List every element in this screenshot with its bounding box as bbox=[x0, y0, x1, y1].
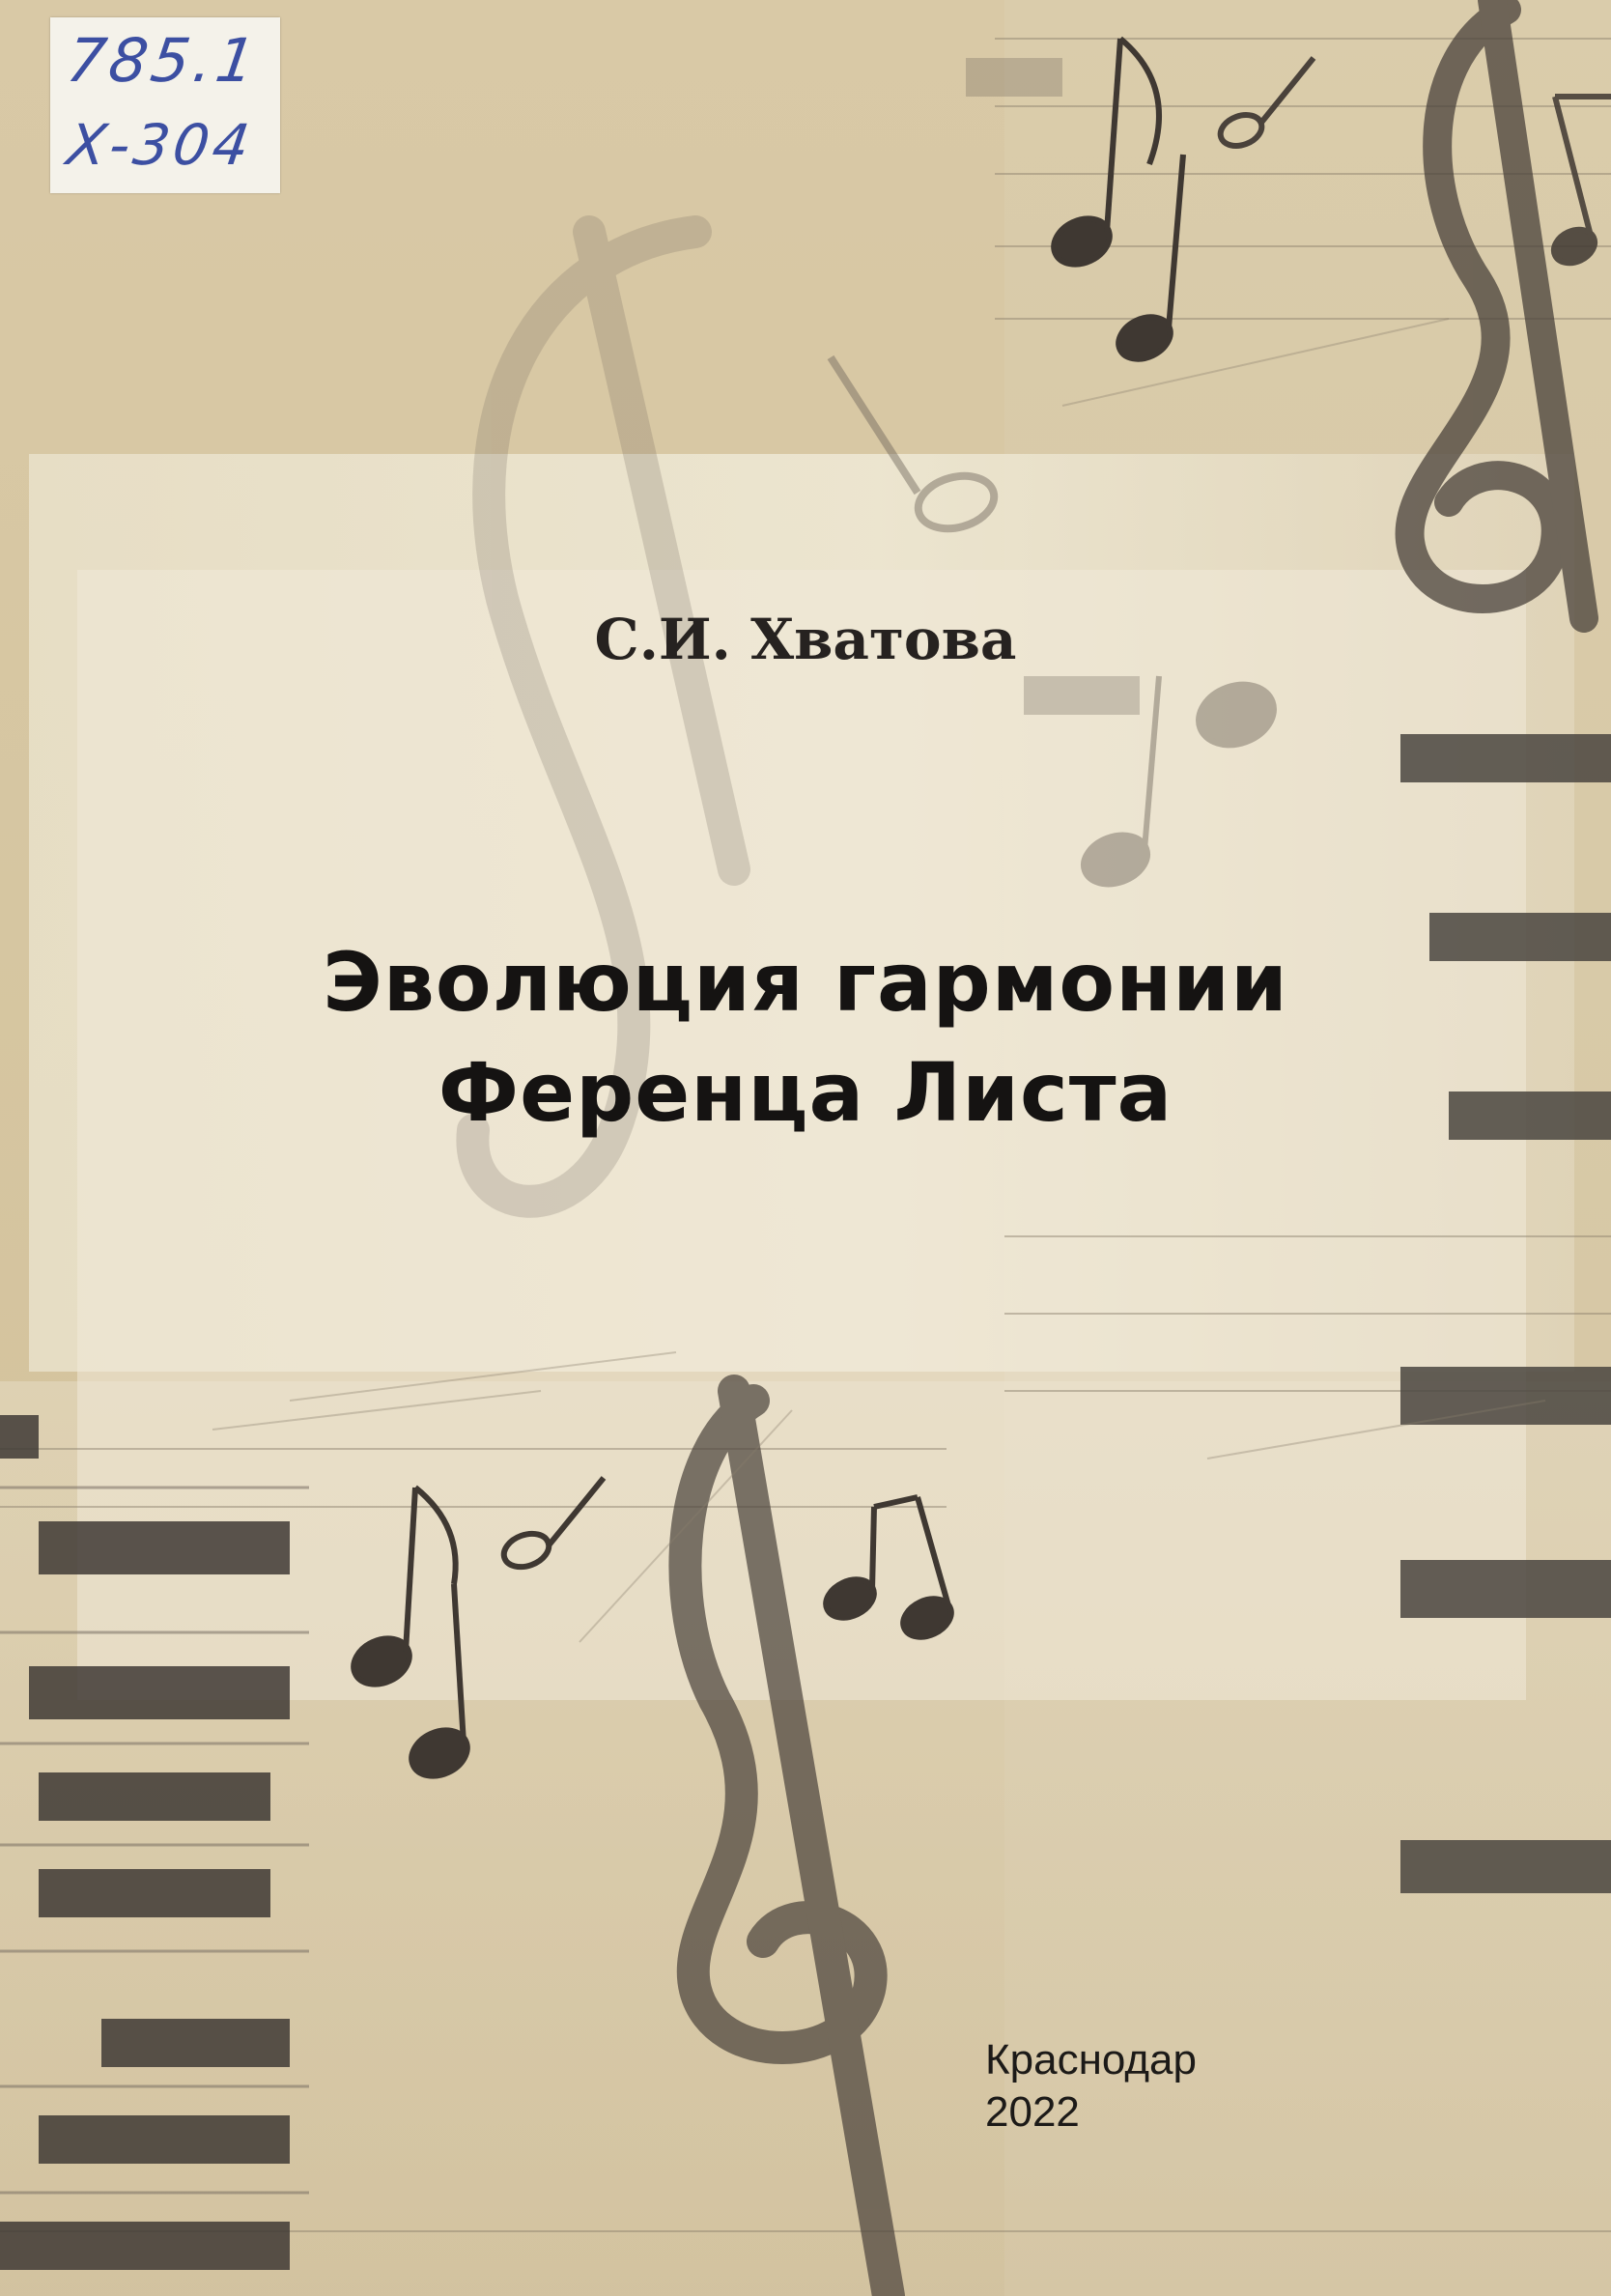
eighth-note-icon bbox=[499, 1478, 604, 1573]
title-line-1: Эволюция гармонии bbox=[323, 935, 1288, 1030]
publication-city: Краснодар bbox=[985, 2036, 1197, 2083]
book-title bbox=[0, 927, 1611, 1148]
eighth-note-icon bbox=[820, 1497, 957, 1644]
eighth-note-icon bbox=[1047, 39, 1159, 273]
author-name: С.И. Хватова bbox=[594, 607, 1017, 672]
call-number-classification: 785.1 bbox=[62, 25, 264, 96]
eighth-note-icon bbox=[1216, 58, 1314, 152]
call-number-author-mark: Х-304 bbox=[63, 112, 258, 178]
publication-year: 2022 bbox=[985, 2088, 1080, 2136]
piano-key-dividers bbox=[0, 1488, 309, 2193]
eighth-note-icon bbox=[347, 1488, 475, 1785]
treble-clef-icon bbox=[685, 1391, 889, 2296]
piano-keys-icon bbox=[0, 1415, 290, 2270]
library-call-number-stamp bbox=[50, 17, 280, 193]
title-line-2: Ференца Листа bbox=[438, 1045, 1173, 1140]
eighth-note-icon bbox=[1112, 155, 1183, 367]
treble-clef-icon bbox=[1410, 0, 1584, 618]
eighth-note-icon bbox=[831, 357, 1000, 536]
eighth-note-icon bbox=[1548, 97, 1611, 269]
